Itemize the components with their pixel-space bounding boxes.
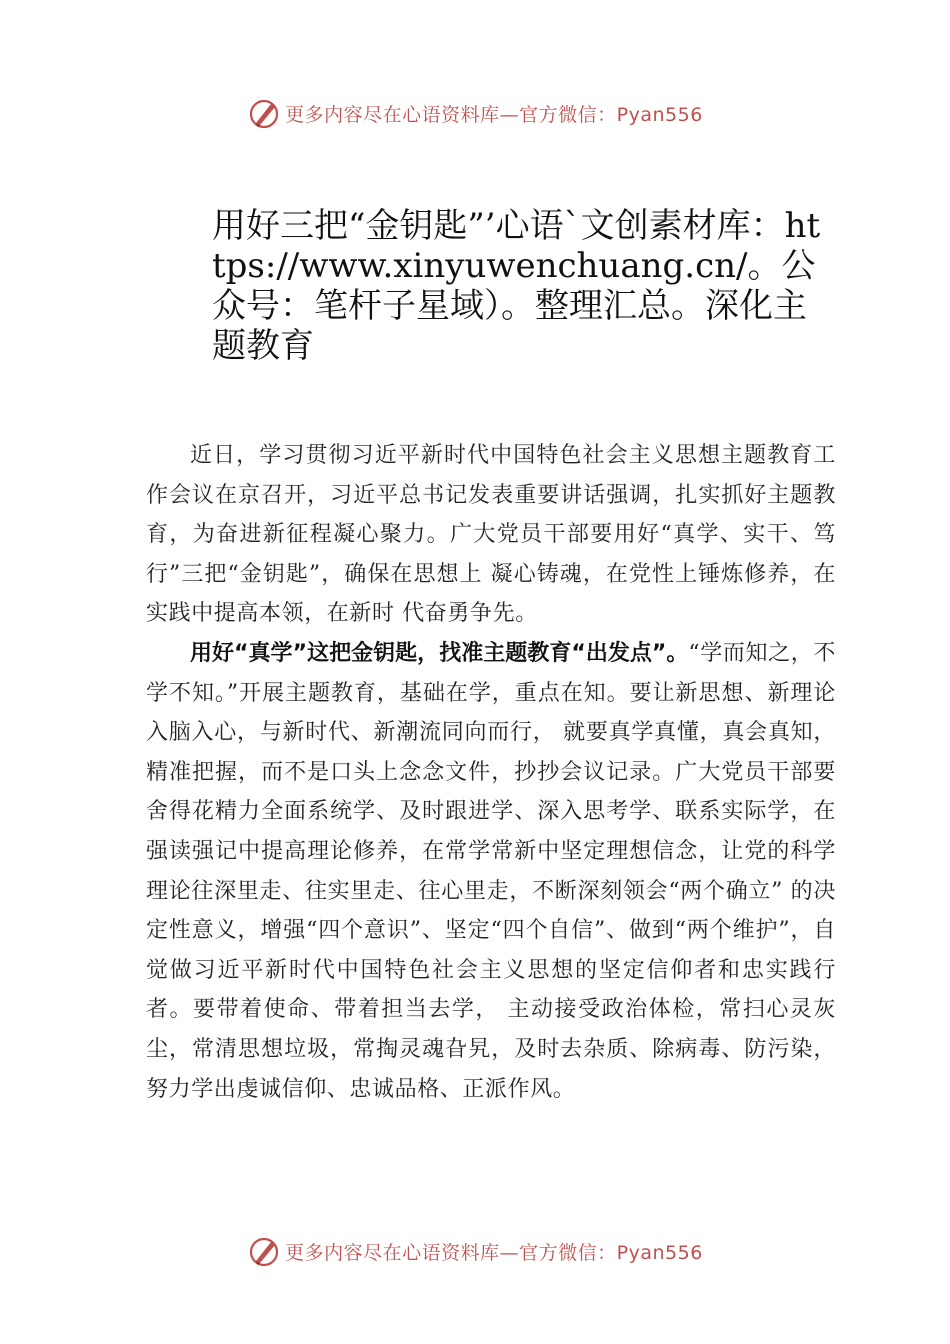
paragraph-body-text: “学而知之，不学不知。”开展主题教育，基础在学，重点在知。要让新思想、新理论入脑入心，与新时代、新潮流同向而行， 就要真学真懂，真会真知，精准把握，而不是口头上念念文件，抄抄会议记录。广大党员干部要舍得花精力全面系统学、及时跟进学、深入思考学、联系实际学，在强读强记中提高理论修养，在常学常新中坚定理想信念，让党的科学理论往深里走、往实里走、往心里走，不断深刻领会“两个确立” 的决定性意义，增强“四个意识”、坚定“四个自信”、做到“两个维护”，自觉做习近平新时代中国特色社会主义思想的坚定信仰者和忠实践行者。要带着使命、带着担当去学， 主动接受政治体检，常扫心灵灰尘，常清思想垃圾，常掏灵魂旮旯，及时去杂质、除病毒、防污染，努力学出虔诚信仰、忠诚品格、正派作风。 [146, 640, 836, 1102]
document-title: 用好三把“金钥匙”’心语`文创素材库：https://www.xinyuwenchuang.cn/。公众号：笔杆子星域）。整理汇总。深化主题教育 [212, 206, 821, 366]
pen-logo-icon [247, 96, 281, 130]
pen-logo-icon [247, 1234, 281, 1268]
footer-banner [0, 1234, 950, 1268]
paragraph-lead-heading: 用好“真学”这把金钥匙，找准主题教育“出发点”。 [190, 640, 689, 666]
document-body [146, 436, 836, 1109]
banner-brand-text: 更多内容尽在心语资料库— [285, 1241, 520, 1264]
banner-wechat-text: 官方微信：Pyan556 [519, 1241, 703, 1264]
banner-wechat-text: 官方微信：Pyan556 [519, 103, 703, 126]
header-banner [0, 96, 950, 130]
banner-brand-text: 更多内容尽在心语资料库— [285, 103, 520, 126]
paragraph-true-learning [146, 634, 836, 1109]
paragraph-intro: 近日，学习贯彻习近平新时代中国特色社会主义思想主题教育工作会议在京召开，习近平总书记发表重要讲话强调，扎实抓好主题教育，为奋进新征程凝心聚力。广大党员干部要用好“真学、实干、笃行”三把“金钥匙”，确保在思想上 凝心铸魂，在党性上锤炼修养，在实践中提高本领，在新时 代奋勇争先。 [146, 443, 836, 627]
